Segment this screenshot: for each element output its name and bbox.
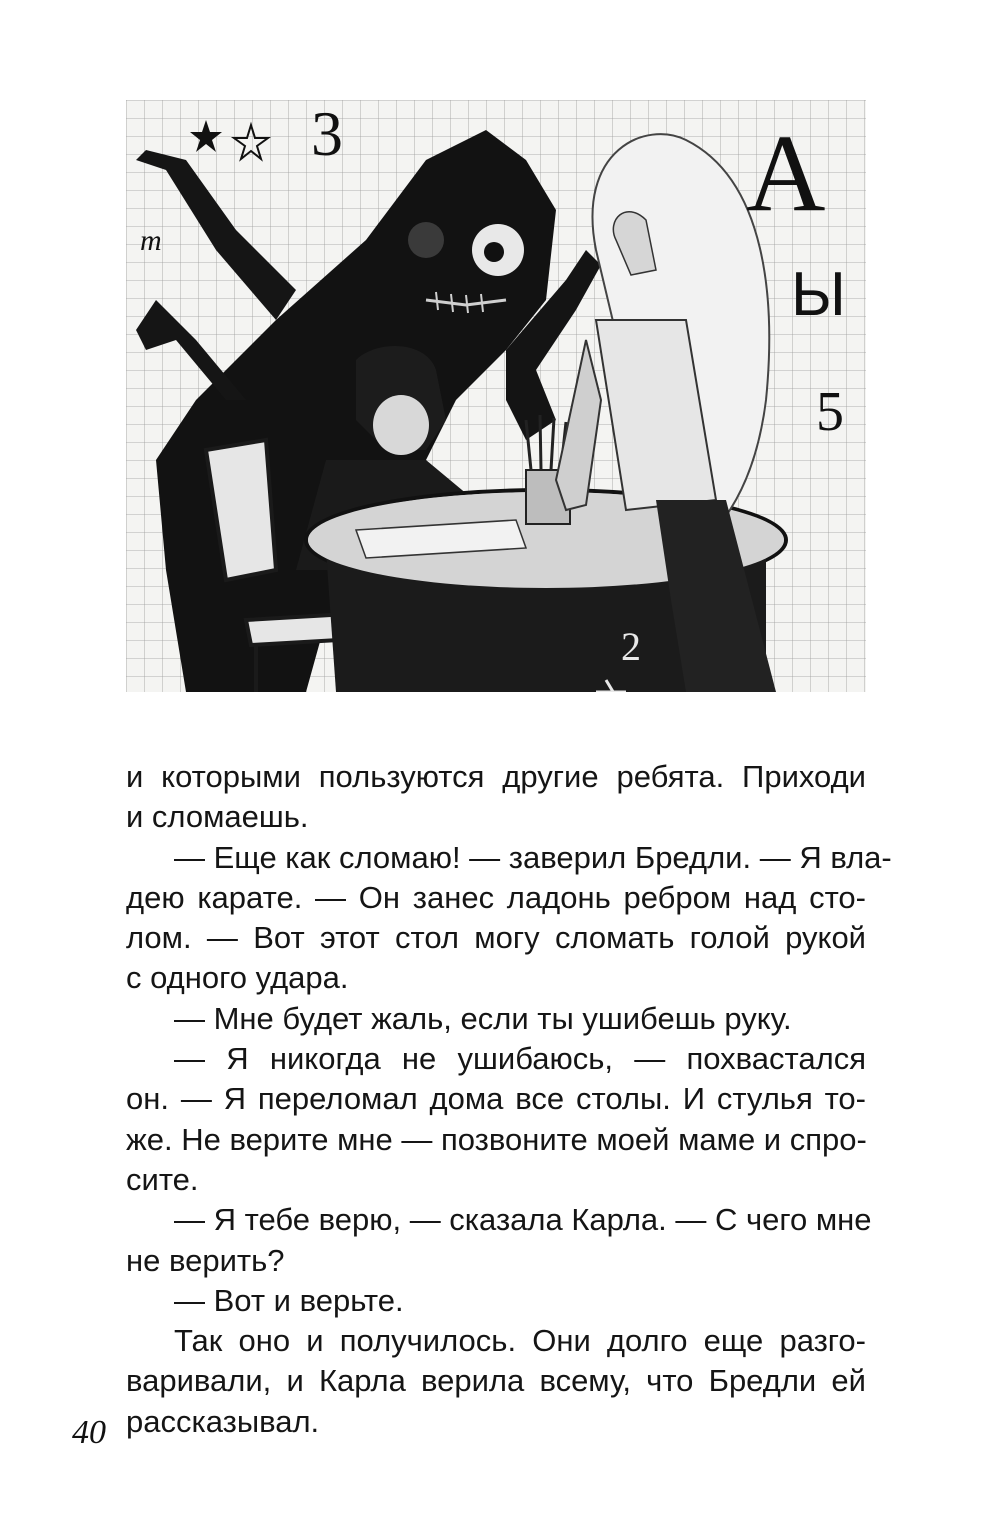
book-illustration: [126, 100, 866, 692]
paragraph: [126, 1039, 866, 1200]
glyph-digit-five: 5: [816, 381, 844, 443]
illustration-svg: [126, 100, 866, 692]
paragraph: [126, 999, 866, 1039]
paragraph: [126, 1281, 866, 1321]
text-line: и сломаешь.: [126, 799, 309, 835]
paragraph: [126, 1321, 866, 1442]
glyph-digit-two: 2: [621, 624, 641, 669]
text-line: — Еще как сломаю! — заверил Бредли. — Я вла-: [174, 839, 892, 875]
text-line: же. Не верите мне — позвоните моей маме и спро-: [126, 1121, 867, 1157]
glyph-letter-a: А: [746, 112, 826, 234]
paragraph: [126, 838, 892, 999]
text-line: — Я тебе верю, — сказала Карла. — С чего мне: [174, 1202, 872, 1238]
text-line: он. — Я переломал дома все столы. И стулья то-: [126, 1081, 866, 1117]
text-line: сите.: [126, 1161, 199, 1197]
text-line: дею карате. — Он занес ладонь ребром над сто-: [126, 879, 866, 915]
text-line: с одного удара.: [126, 960, 349, 996]
text-line: лом. — Вот этот стол могу сломать голой рукой: [126, 920, 866, 956]
text-line: не верить?: [126, 1242, 285, 1278]
text-line: варивали, и Карла верила всему, что Бредли ей: [126, 1363, 866, 1399]
text-line: — Мне будет жаль, если ты ушибешь руку.: [174, 1000, 792, 1036]
text-line: рассказывал.: [126, 1403, 320, 1439]
body-text: [126, 757, 892, 1442]
glyph-digit-three: 3: [311, 100, 343, 169]
paragraph: [126, 1200, 872, 1281]
text-line: Так оно и получилось. Они долго еще разго-: [174, 1323, 866, 1359]
paragraph: [126, 757, 866, 838]
text-line: — Вот и верьте.: [174, 1282, 404, 1318]
glyph-letter-y: Ы: [791, 260, 846, 329]
text-line: и которыми пользуются другие ребята. Приходи: [126, 759, 866, 794]
page-number: 40: [72, 1414, 106, 1451]
text-line: — Я никогда не ушибаюсь, — похвастался: [174, 1041, 866, 1077]
glyph-letter-m: m: [140, 224, 162, 257]
